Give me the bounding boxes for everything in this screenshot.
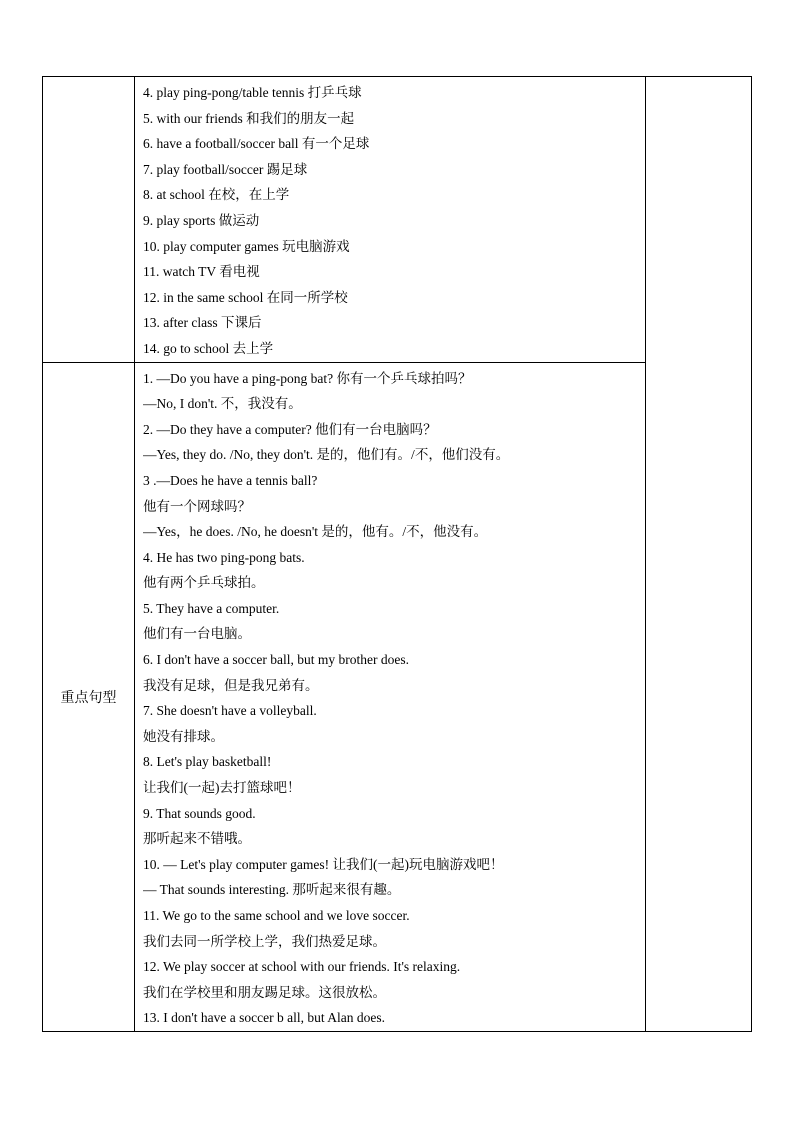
text-line: 他有一个网球吗？ — [143, 498, 251, 514]
text-line: 8. at school 在校，在上学 — [143, 187, 290, 203]
text-line: 4. He has two ping-pong bats. — [143, 549, 305, 565]
text-line: 14. go to school 去上学 — [143, 340, 274, 356]
text-line: 让我们(一起)去打篮球吧！ — [143, 780, 301, 796]
notes-cell — [646, 77, 752, 1032]
text-line: 3 .—Does he have a tennis ball? — [143, 472, 318, 488]
text-line: 9. That sounds good. — [143, 805, 256, 821]
lesson-table — [42, 76, 752, 1032]
text-line: 6. have a football/soccer ball 有一个足球 — [143, 136, 370, 152]
vocab-lines — [135, 77, 645, 362]
text-line: —Yes，he does. /No, he doesn't 是的，他有。/不，他没有。 — [143, 524, 488, 540]
sentence-label-cell — [43, 362, 135, 1031]
text-line: — That sounds interesting. 那听起来很有趣。 — [143, 882, 401, 898]
vocab-row — [43, 77, 752, 363]
text-line: —No, I don't. 不，我没有。 — [143, 396, 302, 412]
vocab-content-cell — [135, 77, 646, 363]
text-line: 那听起来不错哦。 — [143, 831, 251, 847]
sentence-content-cell — [135, 362, 646, 1031]
text-line: —Yes, they do. /No, they don't. 是的，他们有。/不，他们没有。 — [143, 447, 510, 463]
sentence-row — [43, 362, 752, 1031]
text-line: 她没有排球。 — [143, 728, 224, 744]
text-line: 1. —Do you have a ping-pong bat? 你有一个乒乓球拍吗？ — [143, 370, 472, 386]
text-line: 8. Let's play basketball! — [143, 754, 272, 770]
sentence-lines — [135, 363, 645, 1031]
text-line: 我们去同一所学校上学，我们热爱足球。 — [143, 933, 386, 949]
text-line: 5. They have a computer. — [143, 600, 280, 616]
text-line: 10. — Let's play computer games! 让我们(一起)玩电脑游戏吧！ — [143, 856, 504, 872]
text-line: 2. —Do they have a computer? 他们有一台电脑吗？ — [143, 421, 437, 437]
text-line: 9. play sports 做运动 — [143, 212, 260, 228]
text-line: 11. watch TV 看电视 — [143, 264, 260, 280]
text-line: 他有两个乒乓球拍。 — [143, 575, 265, 591]
text-line: 12. We play soccer at school with our friends. It's relaxing. — [143, 959, 461, 975]
text-line: 11. We go to the same school and we love soccer. — [143, 908, 410, 923]
text-line: 5. with our friends 和我们的朋友一起 — [143, 110, 355, 126]
text-line: 13. I don't have a soccer b all, but Alan does. — [143, 1010, 385, 1026]
text-line: 7. play football/soccer 踢足球 — [143, 161, 308, 177]
text-line: 12. in the same school 在同一所学校 — [143, 289, 348, 305]
text-line: 4. play ping-pong/table tennis 打乒乓球 — [143, 85, 362, 100]
text-line: 他们有一台电脑。 — [143, 626, 251, 642]
text-line: 13. after class 下课后 — [143, 315, 262, 331]
text-line: 7. She doesn't have a volleyball. — [143, 703, 317, 719]
text-line: 10. play computer games 玩电脑游戏 — [143, 238, 350, 254]
text-line: 6. I don't have a soccer ball, but my brother does. — [143, 652, 409, 668]
text-line: 我没有足球，但是我兄弟有。 — [143, 677, 319, 693]
vocab-label-cell — [43, 77, 135, 363]
sentence-label: 重点句型 — [60, 689, 117, 706]
text-line: 我们在学校里和朋友踢足球。这很放松。 — [143, 984, 386, 1000]
